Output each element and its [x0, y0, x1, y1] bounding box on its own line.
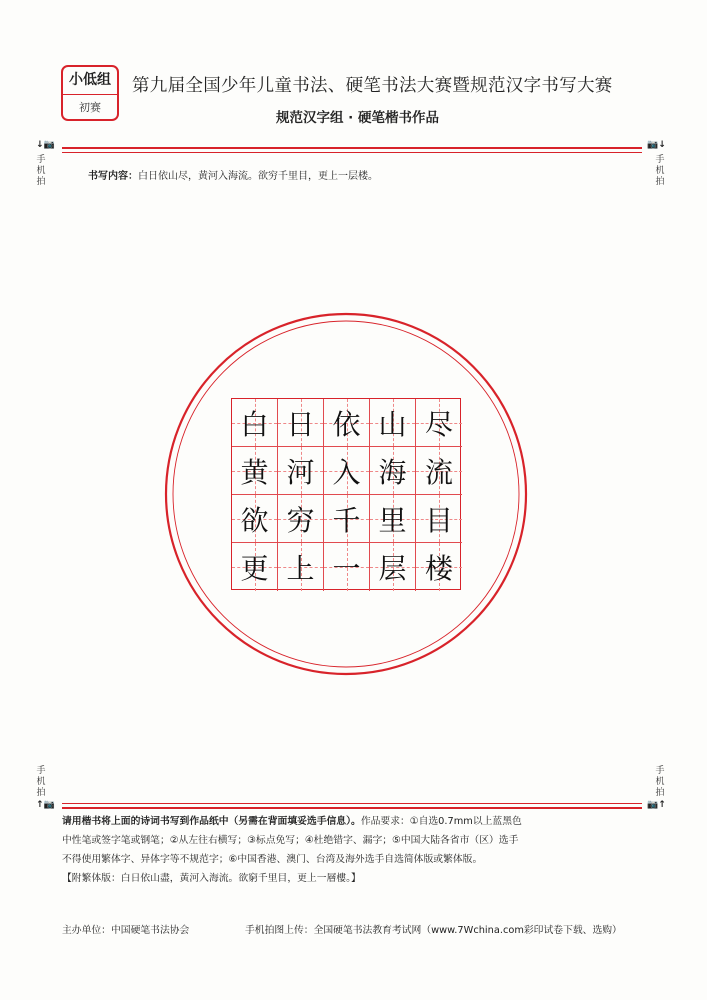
camera-mark-bottom-right: 📷↑	[647, 800, 666, 810]
camera-mark-top-right: 📷↓	[647, 140, 666, 150]
grid-character: 流	[424, 455, 453, 489]
grid-character: 上	[286, 552, 315, 585]
grid-character: 欲	[240, 503, 269, 537]
grid-cell	[232, 447, 278, 495]
stage-label: 初赛	[79, 101, 101, 114]
grid-cell	[278, 447, 324, 495]
grid-character: 层	[378, 552, 407, 585]
grid-cell	[232, 495, 278, 543]
bottom-rule-thin	[62, 803, 642, 804]
grid-cell	[416, 495, 462, 543]
calligraphy-grid	[231, 398, 461, 590]
grid-character: 里	[378, 503, 407, 537]
instructions-line-2: 中性笔或签字笔或钢笔；②从左往右横写；③标点免写；④杜绝错字、漏字；⑤中国大陆各省市（区）选手	[62, 835, 519, 846]
writing-content-label: 书写内容：	[88, 171, 138, 182]
writing-content-text: 白日依山尽，黄河入海流。欲穷千里目，更上一层楼。	[138, 171, 378, 182]
grid-character: 更	[240, 552, 269, 585]
grid-character: 白	[240, 407, 269, 441]
grid-cell	[324, 447, 370, 495]
grid-character: 依	[332, 407, 361, 441]
grid-character: 目	[424, 503, 453, 537]
grid-cell	[278, 495, 324, 543]
phone-photo-label-top-right: 手 机 拍	[655, 155, 665, 187]
grid-cell	[324, 399, 370, 447]
grid-cell	[324, 495, 370, 543]
camera-mark-top-left: ↓📷	[36, 140, 55, 150]
grid-cell	[416, 543, 462, 591]
phone-photo-label-top-left: 手 机 拍	[36, 155, 46, 187]
grid-cell	[278, 399, 324, 447]
instructions-line-4: 【附繁体版：白日依山盡，黃河入海流。欲窮千里目，更上一層樓。】	[62, 873, 361, 884]
page-subtitle: 规范汉字组 · 硬笔楷书作品	[275, 110, 440, 126]
grid-cell	[370, 447, 416, 495]
grid-character: 黄	[240, 455, 269, 489]
grid-cell	[278, 543, 324, 591]
grid-cell	[370, 399, 416, 447]
bottom-rule	[62, 807, 642, 809]
instructions-line-1: 请用楷书将上面的诗词书写到作品纸中（另需在背面填妥选手信息）。作品要求：①自选0.7mm以上蓝黑色	[62, 816, 522, 827]
grid-character: 千	[332, 503, 361, 537]
grid-character: 穷	[286, 503, 315, 537]
grid-character: 日	[286, 407, 315, 441]
grid-character: 海	[378, 455, 407, 489]
phone-photo-label-bottom-left: 手 机 拍	[36, 766, 46, 798]
grid-character: 山	[378, 407, 407, 441]
grid-character: 河	[286, 455, 315, 489]
group-label: 小低组	[63, 67, 117, 95]
camera-mark-bottom-left: ↑📷	[36, 800, 55, 810]
instructions	[62, 812, 662, 888]
grid-cell	[416, 447, 462, 495]
footer-organizer: 主办单位：中国硬笔书法协会	[62, 925, 190, 936]
grid-cell	[232, 543, 278, 591]
footer-upload: 手机拍图上传：全国硬笔书法教育考试网（www.7Wchina.com彩印试卷下载、选购）	[245, 925, 622, 936]
grid-cell	[370, 495, 416, 543]
page-title: 第九届全国少年儿童书法、硬笔书法大赛暨规范汉字书写大赛	[132, 76, 613, 96]
grid-character: 楼	[424, 552, 453, 585]
instructions-line-3: 不得使用繁体字、异体字等不规范字；⑥中国香港、澳门、台湾及海外选手自选简体版或繁体版。	[62, 854, 483, 865]
grid-character: 尽	[424, 407, 453, 441]
phone-photo-label-bottom-right: 手 机 拍	[655, 766, 665, 798]
grid-character: 入	[332, 455, 361, 489]
grid-cell	[232, 399, 278, 447]
grid-cell	[324, 543, 370, 591]
grid-cell	[370, 543, 416, 591]
grid-character: 一	[332, 552, 361, 585]
grid-cell	[416, 399, 462, 447]
